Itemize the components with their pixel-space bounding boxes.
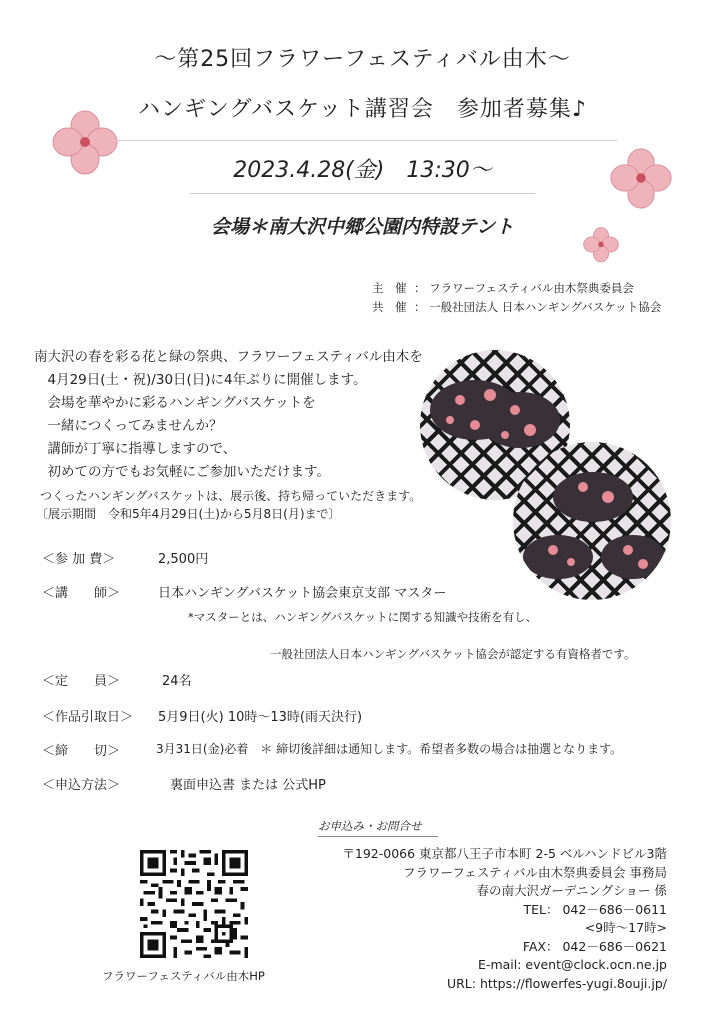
- pickup-value: 5月9日(火) 10時～13時(雨天決行): [158, 710, 363, 725]
- organizer-cohost: [372, 299, 661, 315]
- takehome-note: つくったハンギングバスケットは、展示後、持ち帰っていただきます。: [40, 489, 422, 503]
- divider: [112, 140, 617, 141]
- event-date: 2023.4.28(金) 13:30～: [233, 158, 492, 183]
- intro-line: 会場を華やかに彩るハンギングバスケットを: [34, 395, 316, 411]
- intro-line: 4月29日(土・祝)/30日(日)に4年ぶりに開催します。: [34, 372, 367, 388]
- event-subtitle: ハンギングバスケット講習会 参加者募集♪: [138, 97, 587, 122]
- pickup-label: ＜作品引取日＞: [42, 710, 134, 725]
- contact-email: E-mail: event@clock.ocn.ne.jp: [478, 957, 667, 972]
- organizer-key: 共 催: [372, 300, 407, 314]
- fee-value: 2,500円: [158, 552, 209, 567]
- contact-url: URL: https://flowerfes-yugi.8ouji.jp/: [446, 975, 667, 991]
- organizer-value: ： 一般社団法人 日本ハンギングバスケット協会: [414, 300, 662, 314]
- intro-line: 一緒につくってみませんか？: [34, 418, 223, 434]
- capacity-value: 24名: [162, 674, 192, 689]
- divider: [318, 836, 438, 837]
- deadline-value: 3月31日(金)必着 ＊ 締切後詳細は通知します。希望者多数の場合は抽選となります。: [156, 742, 623, 756]
- organizer-host: [372, 280, 634, 296]
- contact-block: [342, 845, 667, 993]
- intro-line: 南大沢の春を彩る花と緑の祭典、フラワーフェスティバル由木を: [34, 349, 423, 365]
- intro-line: 講師が丁寧に指導しますので、: [34, 441, 237, 457]
- event-venue: 会場＊南大沢中郷公園内特設テント: [210, 216, 515, 238]
- instructor-value: 日本ハンギングバスケット協会東京支部 マスター: [158, 586, 447, 601]
- organizer-key: 主 催: [372, 281, 407, 295]
- divider: [190, 193, 535, 194]
- fee-label: ＜参 加 費＞: [42, 552, 116, 567]
- contact-section: 春の南大沢ガーデニングショー 係: [476, 883, 667, 898]
- master-note: *マスターとは、ハンギングバスケットに関する知識や技術を有し、: [188, 610, 538, 624]
- organizer-value: ： フラワーフェスティバル由木祭典委員会: [414, 281, 634, 295]
- instructor-label: ＜講 師＞: [42, 586, 121, 601]
- exhibit-period: 〔展示期間 令和5年4月29日(土)から5月8日(月)まで〕: [36, 507, 341, 521]
- contact-fax: FAX： 042－686－0621: [522, 938, 667, 954]
- master-note: 一般社団法人日本ハンギングバスケット協会が認定する有資格者です。: [270, 647, 636, 661]
- contact-address: 〒192-0066 東京都八王子市本町 2-5 ベルハンドビル3階: [342, 846, 667, 861]
- qr-caption: フラワーフェスティバル由木HP: [102, 969, 265, 983]
- contact-tel: TEL： 042－686－0611: [523, 901, 667, 917]
- intro-text: [34, 346, 423, 484]
- apply-row: [0, 774, 725, 792]
- event-title: ～第25回フラワーフェスティバル由木～: [154, 47, 571, 72]
- capacity-label: ＜定 員＞: [42, 674, 121, 689]
- intro-line: 初めての方でもお気軽にご参加いただけます。: [34, 464, 330, 480]
- contact-heading: お申込み・お問合せ: [318, 819, 422, 833]
- pickup-row: [0, 706, 725, 724]
- capacity-row: [0, 670, 725, 688]
- contact-hours: <9時～17時>: [584, 920, 667, 935]
- contact-org: フラワーフェスティバル由木祭典委員会 事務局: [403, 864, 667, 880]
- fee-row: [0, 548, 725, 566]
- deadline-label: ＜締 切＞: [42, 744, 121, 759]
- deadline-row: [0, 740, 725, 758]
- qr-code[interactable]: [140, 850, 248, 958]
- instructor-row: [0, 582, 725, 600]
- apply-label: ＜申込方法＞: [42, 778, 121, 793]
- apply-value: 裏面申込書 または 公式HP: [170, 778, 326, 793]
- hanging-basket-photo: [513, 442, 671, 600]
